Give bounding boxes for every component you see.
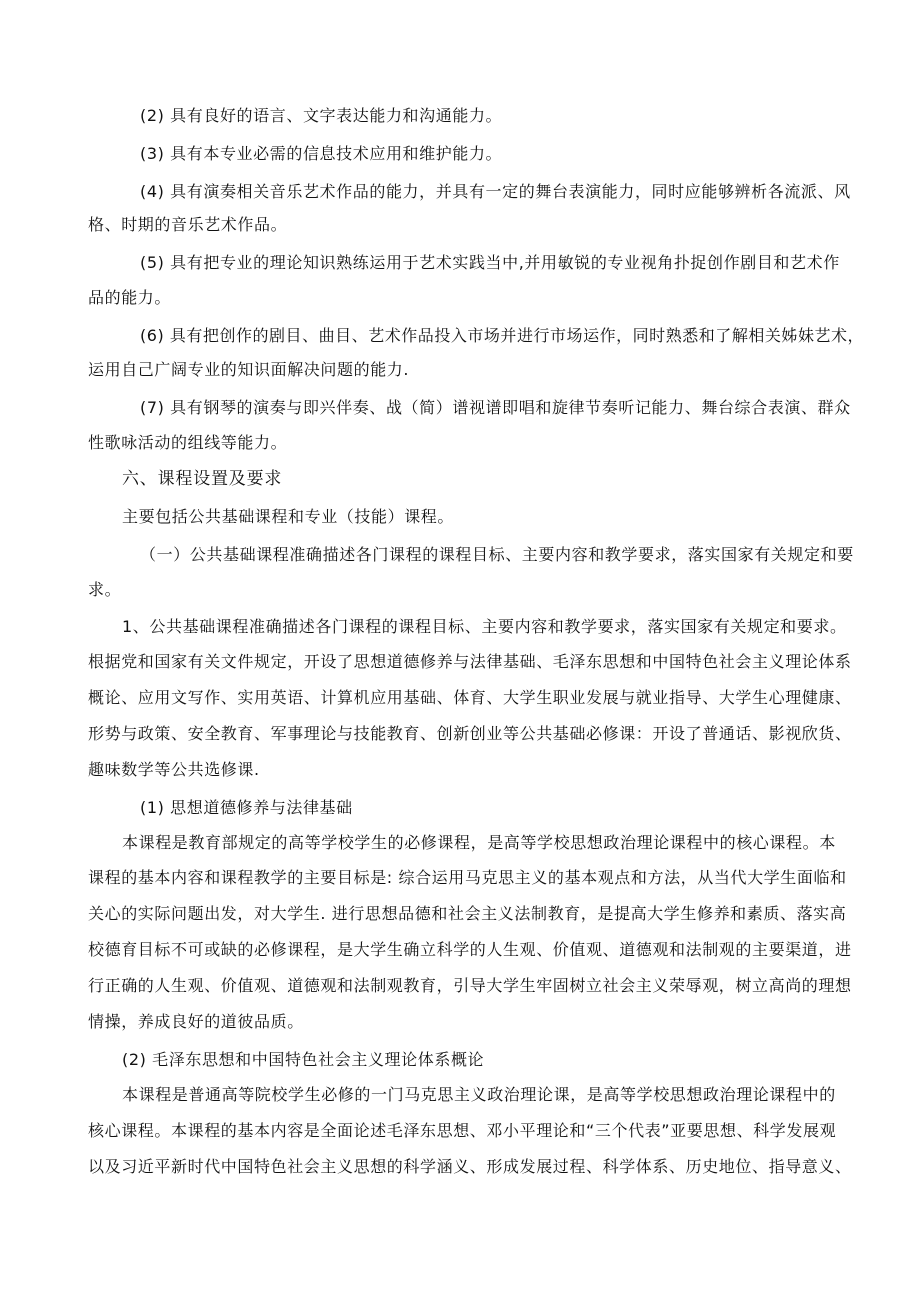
paragraph-line: 以及习近平新时代中国特色社会主义思想的科学涵义、形成发展过程、科学体系、历史地位、指导意义、 bbox=[88, 1157, 852, 1176]
paragraph-line: (5) 具有把专业的理论知识熟练运用于艺术实践当中,并用敏锐的专业视角扑捉创作剧目和艺术作 bbox=[140, 253, 840, 272]
paragraph-line: 1、公共基础课程准确描述各门课程的课程目标、主要内容和教学要求，落实国家有关规定和要求。 bbox=[122, 617, 847, 636]
paragraph-line: 本课程是普通高等院校学生必修的一门马克思主义政治理论课，是高等学校思想政治理论课程中的 bbox=[122, 1085, 836, 1104]
paragraph-line: 格、时期的音乐艺术作品。 bbox=[88, 215, 288, 234]
course-title: (2) 毛泽东思想和中国特色社会主义理论体系概论 bbox=[122, 1050, 485, 1069]
paragraph-line: 根据党和国家有关文件规定，开设了思想道德修养与法律基础、毛泽东思想和中国特色社会主义理论体系 bbox=[88, 652, 852, 671]
paragraph-line: 概论、应用文写作、实用英语、计算机应用基础、体育、大学生职业发展与就业指导、大学生心理健康、 bbox=[88, 688, 852, 707]
paragraph-line: 趣味数学等公共选修课. bbox=[88, 760, 260, 779]
paragraph-line: (2) 具有良好的语言、文字表达能力和沟通能力。 bbox=[140, 106, 503, 125]
paragraph-line: (6) 具有把创作的剧目、曲目、艺术作品投入市场并进行市场运作，同时熟悉和了解相关姊妹艺术， bbox=[140, 326, 865, 345]
paragraph-line: (3) 具有本专业必需的信息技术应用和维护能力。 bbox=[140, 144, 503, 163]
paragraph-line: 本课程是教育部规定的高等学校学生的必修课程，是高等学校思想政治理论课程中的核心课程。本 bbox=[122, 833, 836, 852]
paragraph-line: 形势与政策、安全教育、军事理论与技能教育、创新创业等公共基础必修课：开设了普通话、影视欣货、 bbox=[88, 724, 852, 743]
paragraph-line: 性歌咏活动的组线等能力。 bbox=[88, 433, 288, 452]
paragraph-line: 行正确的人生观、价值观、道德观和法制观教育，引导大学生牢固树立社会主义荣辱观，树立高尚的理想 bbox=[88, 976, 852, 995]
section-heading: 六、课程设置及要求 bbox=[122, 469, 283, 489]
paragraph-line: 课程的基本内容和课程教学的主要目标是: 综合运用马克思主义的基本观点和方法，从当代大学生面临和 bbox=[88, 868, 847, 887]
paragraph-line: （一）公共基础课程准确描述各门课程的课程目标、主要内容和教学要求，落实国家有关规定和要 bbox=[140, 545, 854, 564]
paragraph-line: (4) 具有演奏相关音乐艺术作品的能力，并具有一定的舞台表演能力，同时应能够辨析各流派、风 bbox=[140, 182, 851, 201]
paragraph-line: 校德育目标不可或缺的必修课程，是大学生确立科学的人生观、价值观、道德观和法制观的主要渠道，进 bbox=[88, 940, 852, 959]
paragraph-line: 情操，养成良好的道彼品质。 bbox=[88, 1012, 304, 1031]
paragraph-line: 主要包括公共基础课程和专业（技能）课程。 bbox=[122, 507, 455, 526]
paragraph-line: 品的能力。 bbox=[88, 288, 172, 307]
paragraph-line: 求。 bbox=[88, 580, 122, 599]
paragraph-line: 核心课程。本课程的基本内容是全面论述毛泽东思想、邓小平理论和“三个代表”亚要思想、科学发展观 bbox=[88, 1121, 837, 1140]
paragraph-line: 运用自己广阔专业的知识面解决问题的能力. bbox=[88, 360, 410, 379]
course-title: (1) 思想道德修养与法律基础 bbox=[140, 798, 353, 817]
paragraph-line: 关心的实际问题出发，对大学生. 进行思想品德和社会主义法制教育，是提高大学生修养和素质、落实高 bbox=[88, 904, 847, 923]
paragraph-line: (7) 具有钢琴的演奏与即兴伴奏、战（简）谱视谱即唱和旋律节奏听记能力、舞台综合表演、群众 bbox=[140, 398, 851, 417]
